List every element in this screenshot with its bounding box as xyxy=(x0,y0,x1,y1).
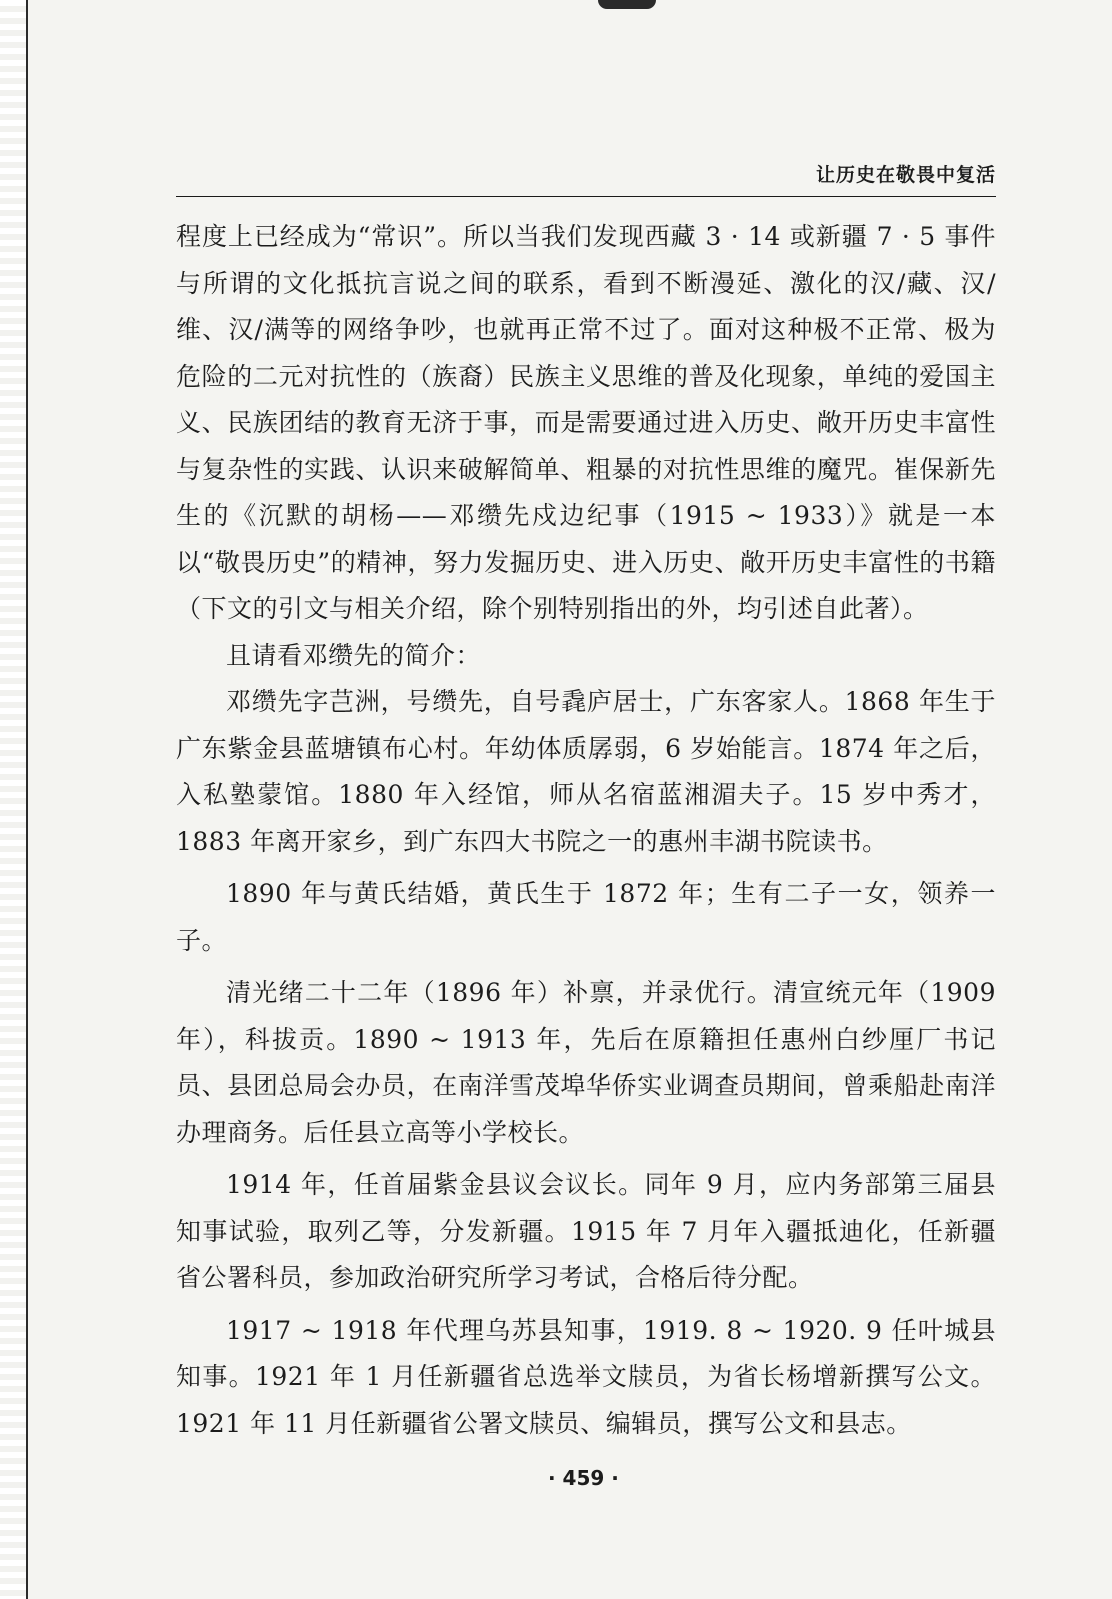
scan-binding-edge xyxy=(0,0,28,1599)
header-rule xyxy=(176,196,996,197)
paragraph-bio-xinjiang: 1914 年，任首届紫金县议会议长。同年 9 月，应内务部第三届县知事试验，取列乙等，分发新疆。1915 年 7 月年入疆抵迪化，任新疆省公署科员，参加政治研究所学习考试，合格后待分配。 xyxy=(176,1170,996,1292)
running-header-title: 让历史在敬畏中复活 xyxy=(815,164,996,186)
paragraph-bio-marriage: 1890 年与黄氏结婚，黄氏生于 1872 年；生有二子一女，领养一子。 xyxy=(176,879,996,955)
paragraph-intro: 且请看邓缵先的简介： xyxy=(226,640,482,670)
page-number: · 459 · xyxy=(548,1466,619,1490)
body-text xyxy=(176,214,996,1447)
paragraph-bio-early: 邓缵先字芑洲，号缵先，自号毳庐居士，广东客家人。1868 年生于广东紫金县蓝塘镇布心村。年幼体质孱弱，6 岁始能言。1874 年之后，入私塾蒙馆。1880 年入经馆，师从名宿蓝湘湄夫子。15 岁中秀才，1883 年离开家乡，到广东四大书院之一的惠州丰湖书院读书。 xyxy=(176,687,996,856)
paragraph-continuation: 程度上已经成为“常识”。所以当我们发现西藏 3 · 14 或新疆 7 · 5 事件与所谓的文化抵抗言说之间的联系，看到不断漫延、激化的汉/藏、汉/维、汉/满等的网络争吵，也就再正常不过了。面对这种极不正常、极为危险的二元对抗性的（族裔）民族主义思维的普及化现象，单纯的爱国主义、民族团结的教育无济于事，而是需要通过进入历史、敞开历史丰富性与复杂性的实践、认识来破解简单、粗暴的对抗性思维的魔咒。崔保新先生的《沉默的胡杨——邓缵先戍边纪事（1915 ~ 1933）》就是一本以“敬畏历史”的精神，努力发掘历史、进入历史、敞开历史丰富性的书籍（下文的引文与相关介绍，除个别特别指出的外，均引述自此著）。 xyxy=(176,222,996,623)
paragraph-bio-career: 清光绪二十二年（1896 年）补禀，并录优行。清宣统元年（1909 年），科拔贡。1890 ~ 1913 年，先后在原籍担任惠州白纱厘厂书记员、县团总局会办员，在南洋雪茂埠华侨实业调查员期间，曾乘船赴南洋办理商务。后任县立高等小学校长。 xyxy=(176,978,996,1147)
scan-top-mark xyxy=(598,0,656,9)
paragraph-bio-posts: 1917 ~ 1918 年代理乌苏县知事，1919. 8 ~ 1920. 9 任叶城县知事。1921 年 1 月任新疆省总选举文牍员，为省长杨增新撰写公文。1921 年 11 月任新疆省公署文牍员、编辑员，撰写公文和县志。 xyxy=(176,1315,996,1438)
